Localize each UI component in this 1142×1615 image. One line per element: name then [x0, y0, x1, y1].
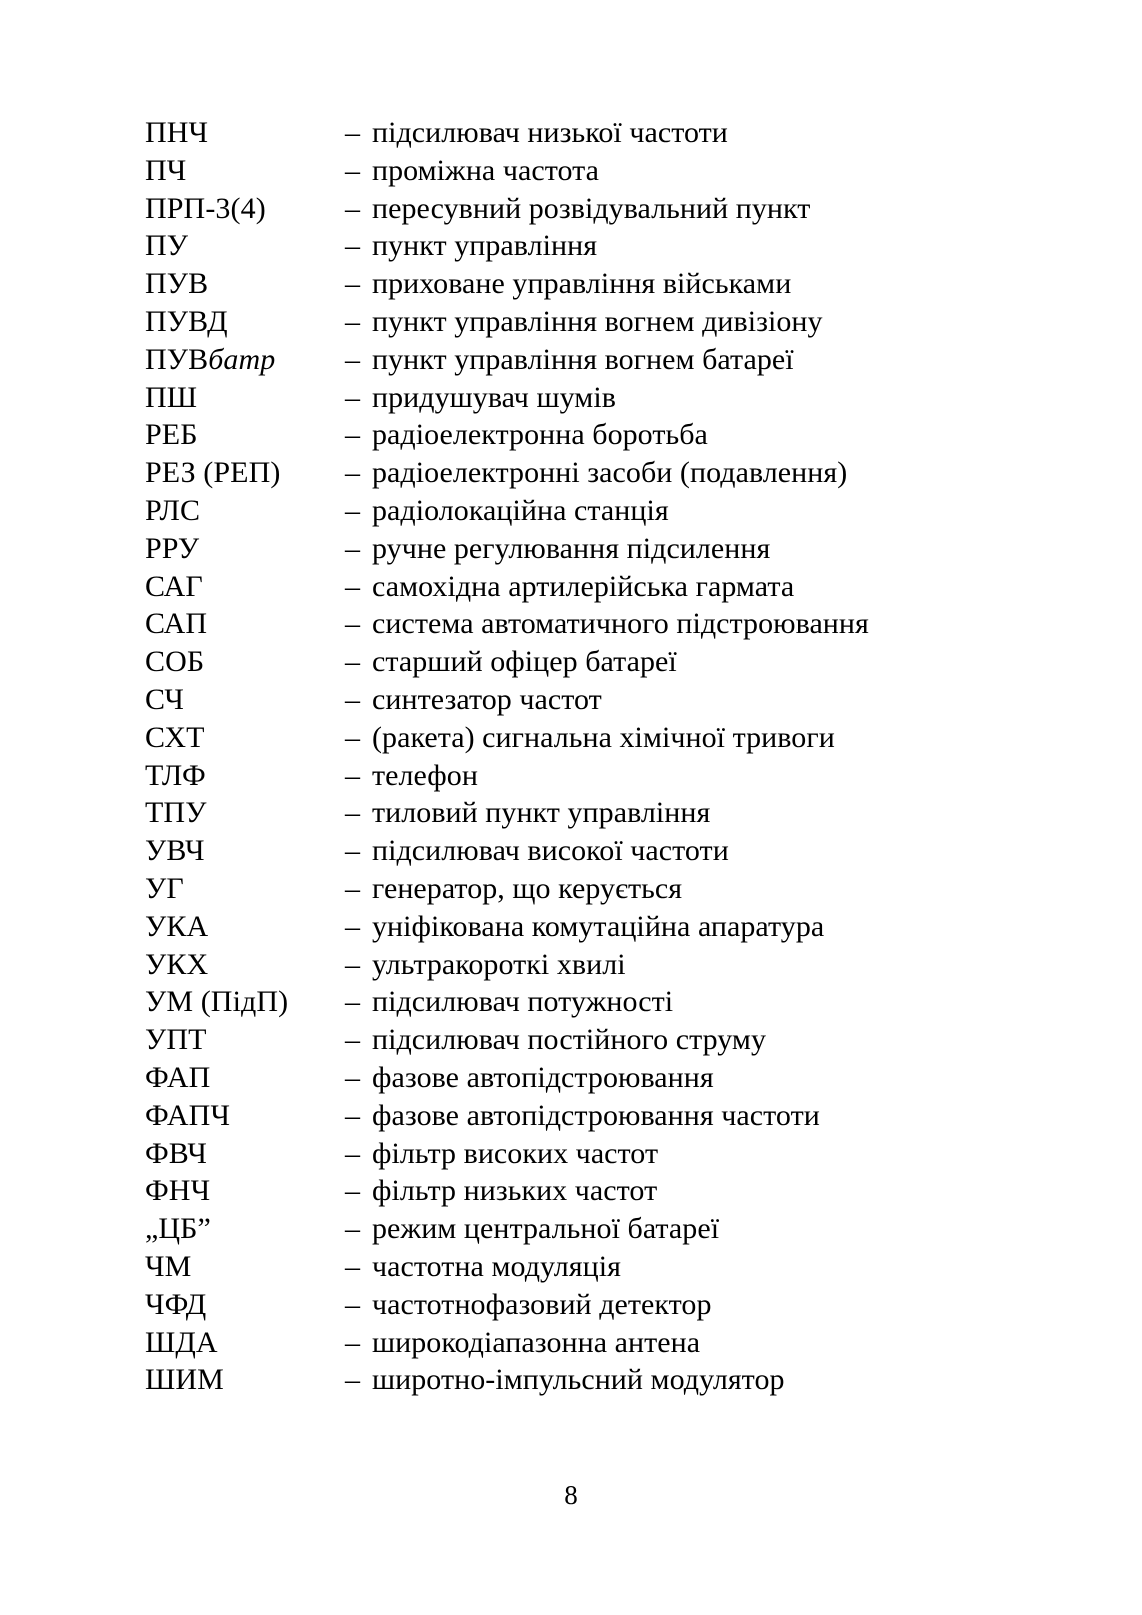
abbreviation-definition: підсилювач високої частоти [372, 834, 729, 868]
abbreviation-row [145, 871, 1022, 912]
abbreviation-term: РРУ [145, 531, 200, 565]
abbreviation-definition: підсилювач потужності [372, 985, 674, 1019]
abbreviation-definition: радіоелектронна боротьба [372, 418, 708, 452]
abbreviation-definition: проміжна частота [372, 153, 600, 187]
abbreviation-row [145, 1287, 1022, 1328]
abbreviation-term: САП [145, 607, 208, 641]
abbreviation-term: РЛС [145, 493, 201, 527]
abbreviation-row [145, 380, 1022, 421]
abbreviation-definition: пункт управління вогнем батареї [372, 342, 794, 376]
abbreviation-term: СЧ [145, 682, 184, 716]
abbreviation-dash: – [345, 569, 360, 603]
abbreviation-definition: фазове автопідстроювання [372, 1060, 714, 1094]
abbreviation-definition: старший офіцер батареї [372, 645, 677, 679]
abbreviation-dash: – [345, 1023, 360, 1057]
abbreviation-row [145, 1176, 1022, 1214]
abbreviation-definition: підсилювач постійного струму [372, 1023, 766, 1057]
abbreviation-definition: ручне регулювання підсилення [372, 531, 771, 565]
abbreviation-definition: самохідна артилерійська гармата [372, 569, 795, 603]
abbreviation-row [145, 1025, 1022, 1063]
abbreviation-row [145, 798, 1022, 836]
abbreviation-list [145, 118, 1022, 1403]
abbreviation-dash: – [345, 267, 360, 301]
abbreviation-row [145, 947, 1022, 988]
abbreviation-definition: режим центральної батареї [372, 1212, 720, 1246]
abbreviation-definition: (ракета) сигнальна хімічної тривоги [372, 720, 835, 754]
abbreviation-row [145, 493, 1022, 534]
abbreviation-row [145, 304, 1022, 345]
abbreviation-dash: – [345, 834, 360, 868]
abbreviation-dash: – [345, 645, 360, 679]
abbreviation-term: ПРП-3(4) [145, 191, 266, 225]
abbreviation-row [145, 682, 1022, 723]
abbreviation-dash: – [345, 1098, 360, 1132]
abbreviation-dash: – [345, 456, 360, 490]
abbreviation-dash: – [345, 342, 360, 376]
abbreviation-definition: пункт управління вогнем дивізіону [372, 304, 823, 338]
abbreviation-dash: – [345, 1174, 360, 1208]
abbreviation-term: „ЦБ” [145, 1212, 211, 1246]
abbreviation-term: ЧМ [145, 1249, 192, 1283]
abbreviation-definition: телефон [372, 758, 478, 792]
abbreviation-term: САГ [145, 569, 203, 603]
abbreviation-definition: приховане управління військами [372, 267, 792, 301]
abbreviation-term: УКХ [145, 947, 209, 981]
abbreviation-definition: фільтр високих частот [372, 1136, 659, 1170]
abbreviation-row [145, 531, 1022, 572]
abbreviation-term [145, 342, 345, 376]
abbreviation-dash: – [345, 1136, 360, 1170]
abbreviation-term: ФНЧ [145, 1174, 211, 1208]
abbreviation-term: СОБ [145, 645, 205, 679]
abbreviation-dash: – [345, 758, 360, 792]
abbreviation-term: УКА [145, 909, 209, 943]
abbreviation-definition: фільтр низьких частот [372, 1174, 658, 1208]
abbreviation-term: ПУВД [145, 304, 228, 338]
abbreviation-dash: – [345, 153, 360, 187]
abbreviation-row [145, 569, 1022, 610]
abbreviation-dash: – [345, 1363, 360, 1397]
abbreviation-dash: – [345, 1060, 360, 1094]
abbreviation-term: ПУВ [145, 267, 209, 301]
abbreviation-definition: уніфікована комутаційна апаратура [372, 909, 825, 943]
abbreviation-term: ПНЧ [145, 116, 209, 149]
abbreviation-term: ФВЧ [145, 1136, 208, 1170]
abbreviation-dash: – [345, 985, 360, 1019]
abbreviation-dash: – [345, 380, 360, 414]
abbreviation-dash: – [345, 1287, 360, 1321]
abbreviation-dash: – [345, 682, 360, 716]
abbreviation-definition: радіоелектронні засоби (подавлення) [372, 456, 848, 490]
abbreviation-term: ПЧ [145, 153, 187, 187]
abbreviation-definition: пересувний розвідувальний пункт [372, 191, 811, 225]
abbreviation-dash: – [345, 947, 360, 981]
abbreviation-dash: – [345, 720, 360, 754]
abbreviation-term: УПТ [145, 1023, 207, 1057]
abbreviation-term: УВЧ [145, 834, 205, 868]
abbreviation-dash: – [345, 304, 360, 338]
abbreviation-dash: – [345, 531, 360, 565]
abbreviation-dash: – [345, 1325, 360, 1359]
abbreviation-term-base: ПУВ [145, 342, 209, 376]
abbreviation-row [145, 609, 1022, 647]
abbreviation-row [145, 909, 1022, 950]
abbreviation-term: ТЛФ [145, 758, 206, 792]
abbreviation-term: УМ (ПідП) [145, 985, 289, 1019]
abbreviation-dash: – [345, 191, 360, 225]
abbreviation-term: ФАПЧ [145, 1098, 231, 1132]
abbreviation-row [145, 1365, 1022, 1403]
abbreviation-row [145, 647, 1022, 685]
abbreviation-term: ЧФД [145, 1287, 207, 1321]
abbreviation-row [145, 1098, 1022, 1139]
abbreviation-term: ТПУ [145, 796, 207, 830]
abbreviation-dash: – [345, 229, 360, 263]
abbreviation-dash: – [345, 116, 360, 149]
abbreviation-row [145, 458, 1022, 496]
abbreviation-row [145, 1249, 1022, 1290]
abbreviation-definition: тиловий пункт управління [372, 796, 711, 830]
abbreviation-term: ПУ [145, 229, 189, 263]
abbreviation-definition: ультракороткі хвилі [372, 947, 626, 981]
abbreviation-row [145, 191, 1022, 232]
abbreviation-dash: – [345, 607, 360, 641]
abbreviation-dash: – [345, 909, 360, 943]
abbreviation-row [145, 1136, 1022, 1177]
abbreviation-definition: система автоматичного підстроювання [372, 607, 869, 641]
abbreviation-definition: пункт управління [372, 229, 598, 263]
abbreviation-row [145, 153, 1022, 194]
abbreviation-row [145, 269, 1022, 307]
abbreviation-row [145, 118, 1022, 156]
abbreviation-term: ШДА [145, 1325, 218, 1359]
abbreviation-term: ФАП [145, 1060, 211, 1094]
abbreviation-dash: – [345, 493, 360, 527]
abbreviation-definition: частотнофазовий детектор [372, 1287, 712, 1321]
abbreviation-definition: синтезатор частот [372, 682, 602, 716]
abbreviation-row [145, 758, 1022, 799]
abbreviation-definition: частотна модуляція [372, 1249, 621, 1283]
abbreviation-dash: – [345, 871, 360, 905]
abbreviation-definition: підсилювач низької частоти [372, 116, 728, 149]
abbreviation-definition: радіолокаційна станція [372, 493, 669, 527]
abbreviation-term: ПШ [145, 380, 198, 414]
abbreviation-term: ШИМ [145, 1363, 224, 1397]
abbreviation-row [145, 231, 1022, 269]
abbreviation-dash: – [345, 1249, 360, 1283]
abbreviation-row [145, 836, 1022, 874]
page-number: 8 [564, 1480, 578, 1510]
abbreviation-row [145, 1325, 1022, 1366]
abbreviation-dash: – [345, 418, 360, 452]
abbreviation-row [145, 987, 1022, 1025]
abbreviation-row [145, 342, 1022, 383]
abbreviation-term: РЕБ [145, 418, 198, 452]
abbreviation-dash: – [345, 1212, 360, 1246]
abbreviation-term: УГ [145, 871, 184, 905]
abbreviation-definition: широтно-імпульсний модулятор [372, 1363, 785, 1397]
abbreviation-definition: придушувач шумів [372, 380, 616, 414]
abbreviation-term: РЕЗ (РЕП) [145, 456, 281, 490]
abbreviation-row [145, 720, 1022, 761]
abbreviation-term: СХТ [145, 720, 205, 754]
abbreviation-row [145, 1060, 1022, 1101]
abbreviation-dash: – [345, 796, 360, 830]
abbreviation-row [145, 1214, 1022, 1252]
abbreviation-definition: генератор, що керується [372, 871, 683, 905]
abbreviation-term-suffix: батр [208, 342, 276, 376]
abbreviation-row [145, 420, 1022, 458]
abbreviation-definition: широкодіапазонна антена [372, 1325, 701, 1359]
abbreviation-definition: фазове автопідстроювання частоти [372, 1098, 820, 1132]
